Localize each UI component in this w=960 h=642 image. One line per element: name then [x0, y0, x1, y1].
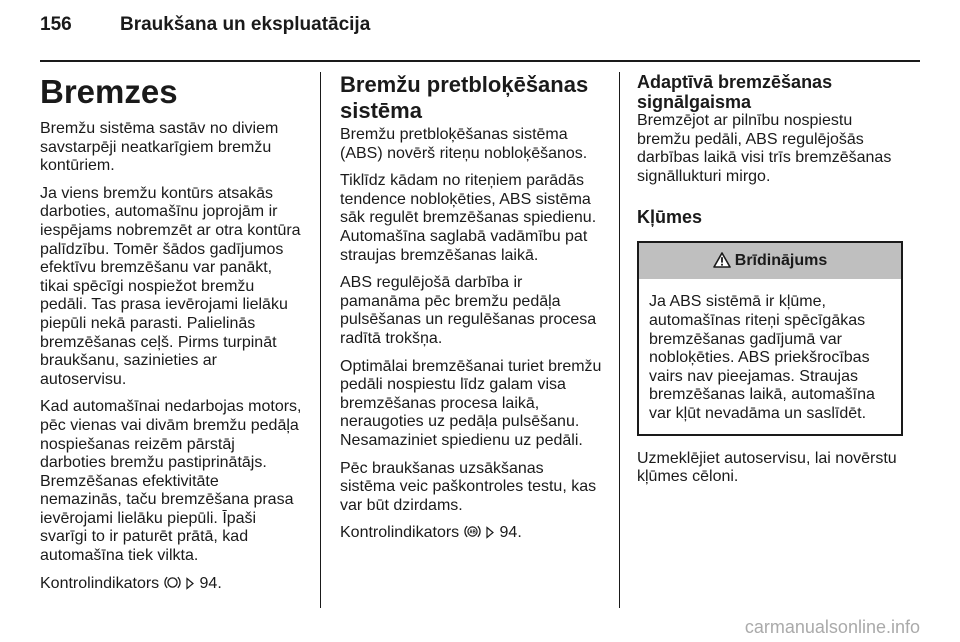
column-abs	[340, 72, 602, 554]
page-reference-icon	[185, 577, 195, 596]
indicator-line	[40, 575, 302, 596]
brakes-title: Bremzes	[40, 73, 178, 110]
abs-title: Bremžu pretbloķēšanas sistēma	[340, 72, 589, 123]
warning-triangle-icon	[713, 255, 731, 272]
paragraph: Ja viens bremžu kontūrs atsakās darboties, automašīnu joprojām ir iespējams nobremzēt ar otra kontūra palīdzību. Tomēr šādos gadījumos efektīvu bremzēšanu var panākt, tikai spēcīgi nospiežot bremžu pedāli. Tas prasa ievērojami lielāku piepūli nekā parasti. Palielinās bremzēšanas ceļš. Pirms turpināt braukšanu, sazinieties ar autoservisu.	[40, 184, 301, 388]
warning-box	[637, 241, 903, 435]
column-divider	[320, 72, 321, 608]
page-reference[interactable]: 94.	[499, 524, 522, 542]
paragraph: Bremzējot ar pilnību nospiestu bremžu pedāli, ABS regulējošās darbības laikā visi trīs bremzēšanas signāllukturi mirgo.	[637, 112, 892, 185]
abs-warning-icon	[464, 524, 481, 545]
watermark: carmanualsonline.info	[744, 617, 920, 637]
page-reference[interactable]: 94.	[199, 574, 222, 592]
indicator-label: Kontrolindikators	[40, 574, 160, 592]
warning-text: Ja ABS sistēmā ir kļūme, automašīnas riteņi spēcīgākas bremzēšanas gadījumā var nobloķēties. ABS priekšrocības vairs nav pieejamas. Straujas bremzēšanas laikā, automašīna var kļūt nevadāma un saslīdēt.	[649, 293, 875, 422]
paragraph: Uzmeklējiet autoservisu, lai novērstu kļūmes cēloni.	[637, 449, 897, 486]
brake-warning-icon	[164, 575, 181, 596]
warning-title: Brīdinājums	[734, 252, 828, 270]
page-header	[40, 14, 370, 36]
paragraph: Optimālai bremzēšanai turiet bremžu pedāli nospiestu līdz galam visa bremzēšanas procesa laikā, neraugoties uz pedāļa pulsēšanu. Nesamaziniet spiedienu uz pedāli.	[340, 357, 602, 449]
paragraph: ABS regulējošā darbība ir pamanāma pēc bremžu pedāļa pulsēšanas un regulēšanas procesa radītā trokšņa.	[340, 274, 597, 347]
section-title: Braukšana un ekspluatācija	[120, 14, 371, 35]
column-brakes	[40, 72, 302, 604]
warning-header	[639, 243, 901, 279]
brake-light-title: Adaptīvā bremzēšanas signālgaisma	[637, 72, 833, 112]
header-rule	[40, 60, 920, 62]
paragraph: Bremžu sistēma sastāv no diviem savstarpēji neatkarīgiem bremžu kontūriem.	[40, 120, 279, 175]
indicator-label: Kontrolindikators	[340, 524, 460, 542]
paragraph: Tiklīdz kādam no riteņiem parādās tendence nobloķēties, ABS sistēma sāk regulēt bremzēšanas spiedienu. Automašīna saglabā vadāmību pat straujas bremzēšanas laikā.	[340, 172, 597, 264]
paragraph: Kad automašīnai nedarbojas motors, pēc vienas vai divām bremžu pedāļa nospiešanas reizēm pārstāj darboties bremžu pastiprinātājs. Bremzēšanas efektivitāte nemazinās, taču bremzēšana prasa ievērojami lielāku piepūli. Īpaši svarīgi to ir paturēt prātā, kad automašīna tiek vilkta.	[40, 398, 302, 565]
paragraph: Pēc braukšanas uzsākšanas sistēma veic paškontroles testu, kas var būt dzirdams.	[340, 459, 597, 514]
paragraph: Bremžu pretbloķēšanas sistēma (ABS) novērš riteņu nobloķēšanos.	[340, 126, 588, 162]
indicator-line	[340, 524, 602, 545]
column-divider	[619, 72, 620, 608]
page-number: 156	[40, 14, 72, 35]
faults-title: Kļūmes	[637, 207, 703, 228]
column-brake-light	[637, 72, 903, 496]
page-reference-icon	[485, 526, 495, 545]
